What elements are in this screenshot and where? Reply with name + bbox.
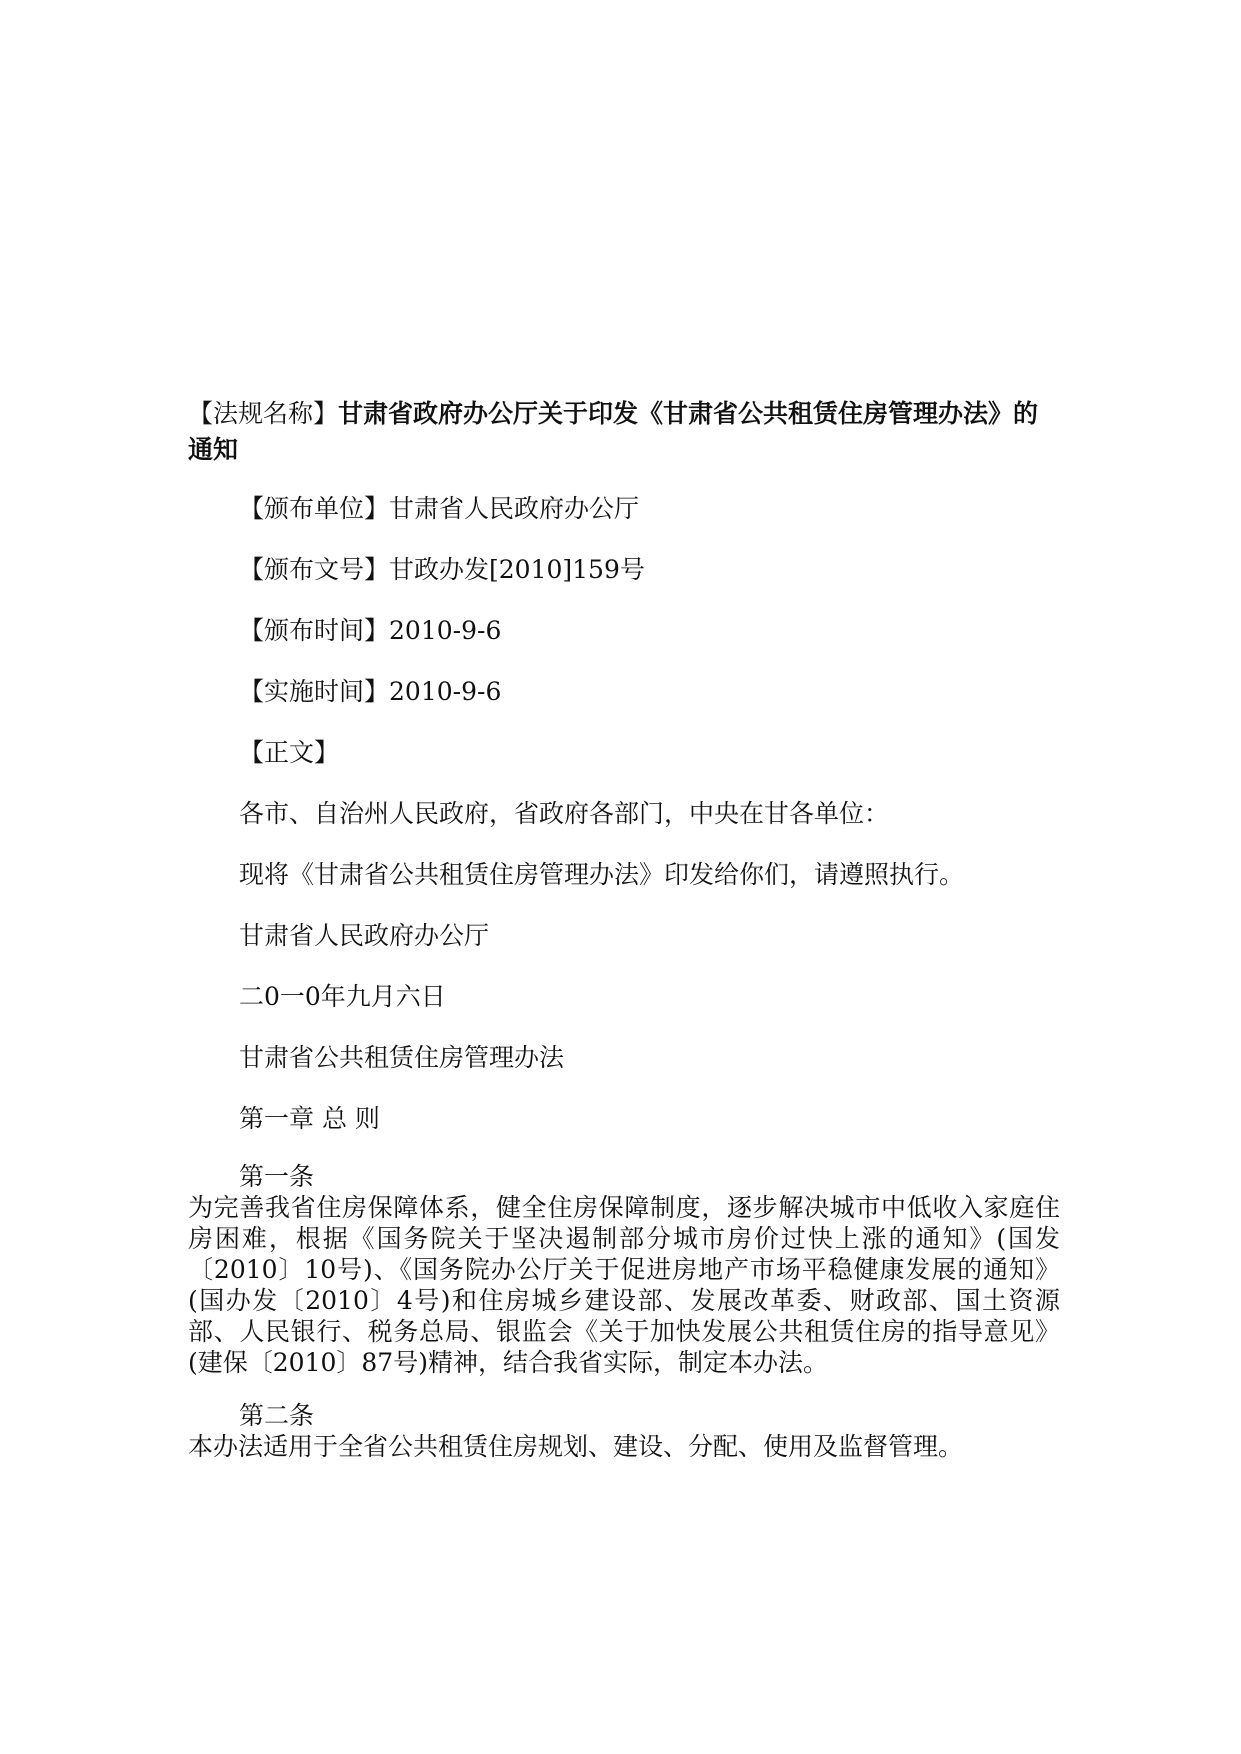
- signatory-line: 甘肃省人民政府办公厅: [239, 921, 490, 950]
- meta-doc-number: [188, 552, 1060, 588]
- meta-label: 【颁布单位】: [239, 494, 390, 523]
- meta-value: 甘肃省人民政府办公厅: [389, 494, 640, 523]
- meta-issuer: [188, 491, 1060, 527]
- article-text: 为完善我省住房保障体系，健全住房保障制度，逐步解决城市中低收入家庭住房困难，根据《国务院关于坚决遏制部分城市房价过快上涨的通知》(国发〔2010〕10号)、《国务院办公厅关于促进房地产市场平稳健康发展的通知》(国办发〔2010〕4号)和住房城乡建设部、发展改革委、财政部、国土资源部、人民银行、税务总局、银监会《关于加快发展公共租赁住房的指导意见》(建保〔2010〕87号)精神，结合我省实际，制定本办法。: [188, 1193, 1060, 1377]
- document-content: [188, 396, 1060, 1485]
- meta-value: 2010-9-6: [389, 616, 502, 645]
- title-label: 【法规名称】: [188, 399, 339, 428]
- meta-value: 甘政办发[2010]159号: [389, 555, 645, 584]
- title-text: 甘肃省政府办公厅关于印发《甘肃省公共租赁住房管理办法》的通知: [188, 399, 1039, 464]
- meta-effective-date: [188, 674, 1060, 710]
- meta-issue-date: [188, 613, 1060, 649]
- article-1: [188, 1162, 1060, 1378]
- meta-label: 【实施时间】: [239, 677, 390, 706]
- addressee-line: 各市、自治州人民政府，省政府各部门，中央在甘各单位：: [239, 799, 890, 828]
- meta-value: 2010-9-6: [389, 677, 502, 706]
- meta-label: 【颁布时间】: [239, 616, 390, 645]
- date-line: 二0一0年九月六日: [239, 982, 446, 1011]
- meta-label: 【颁布文号】: [239, 555, 390, 584]
- regulation-title: 甘肃省公共租赁住房管理办法: [239, 1043, 565, 1072]
- notice-line: 现将《甘肃省公共租赁住房管理办法》印发给你们，请遵照执行。: [239, 860, 965, 889]
- article-text: 本办法适用于全省公共租赁住房规划、建设、分配、使用及监督管理。: [188, 1432, 964, 1461]
- chapter-heading: 第一章 总 则: [239, 1104, 380, 1133]
- article-2: [188, 1401, 1060, 1462]
- meta-body-heading: [188, 735, 1060, 771]
- article-number: 第二条: [239, 1401, 315, 1430]
- meta-label: 【正文】: [239, 738, 340, 767]
- article-number: 第一条: [239, 1162, 315, 1191]
- document-title: [188, 396, 1060, 468]
